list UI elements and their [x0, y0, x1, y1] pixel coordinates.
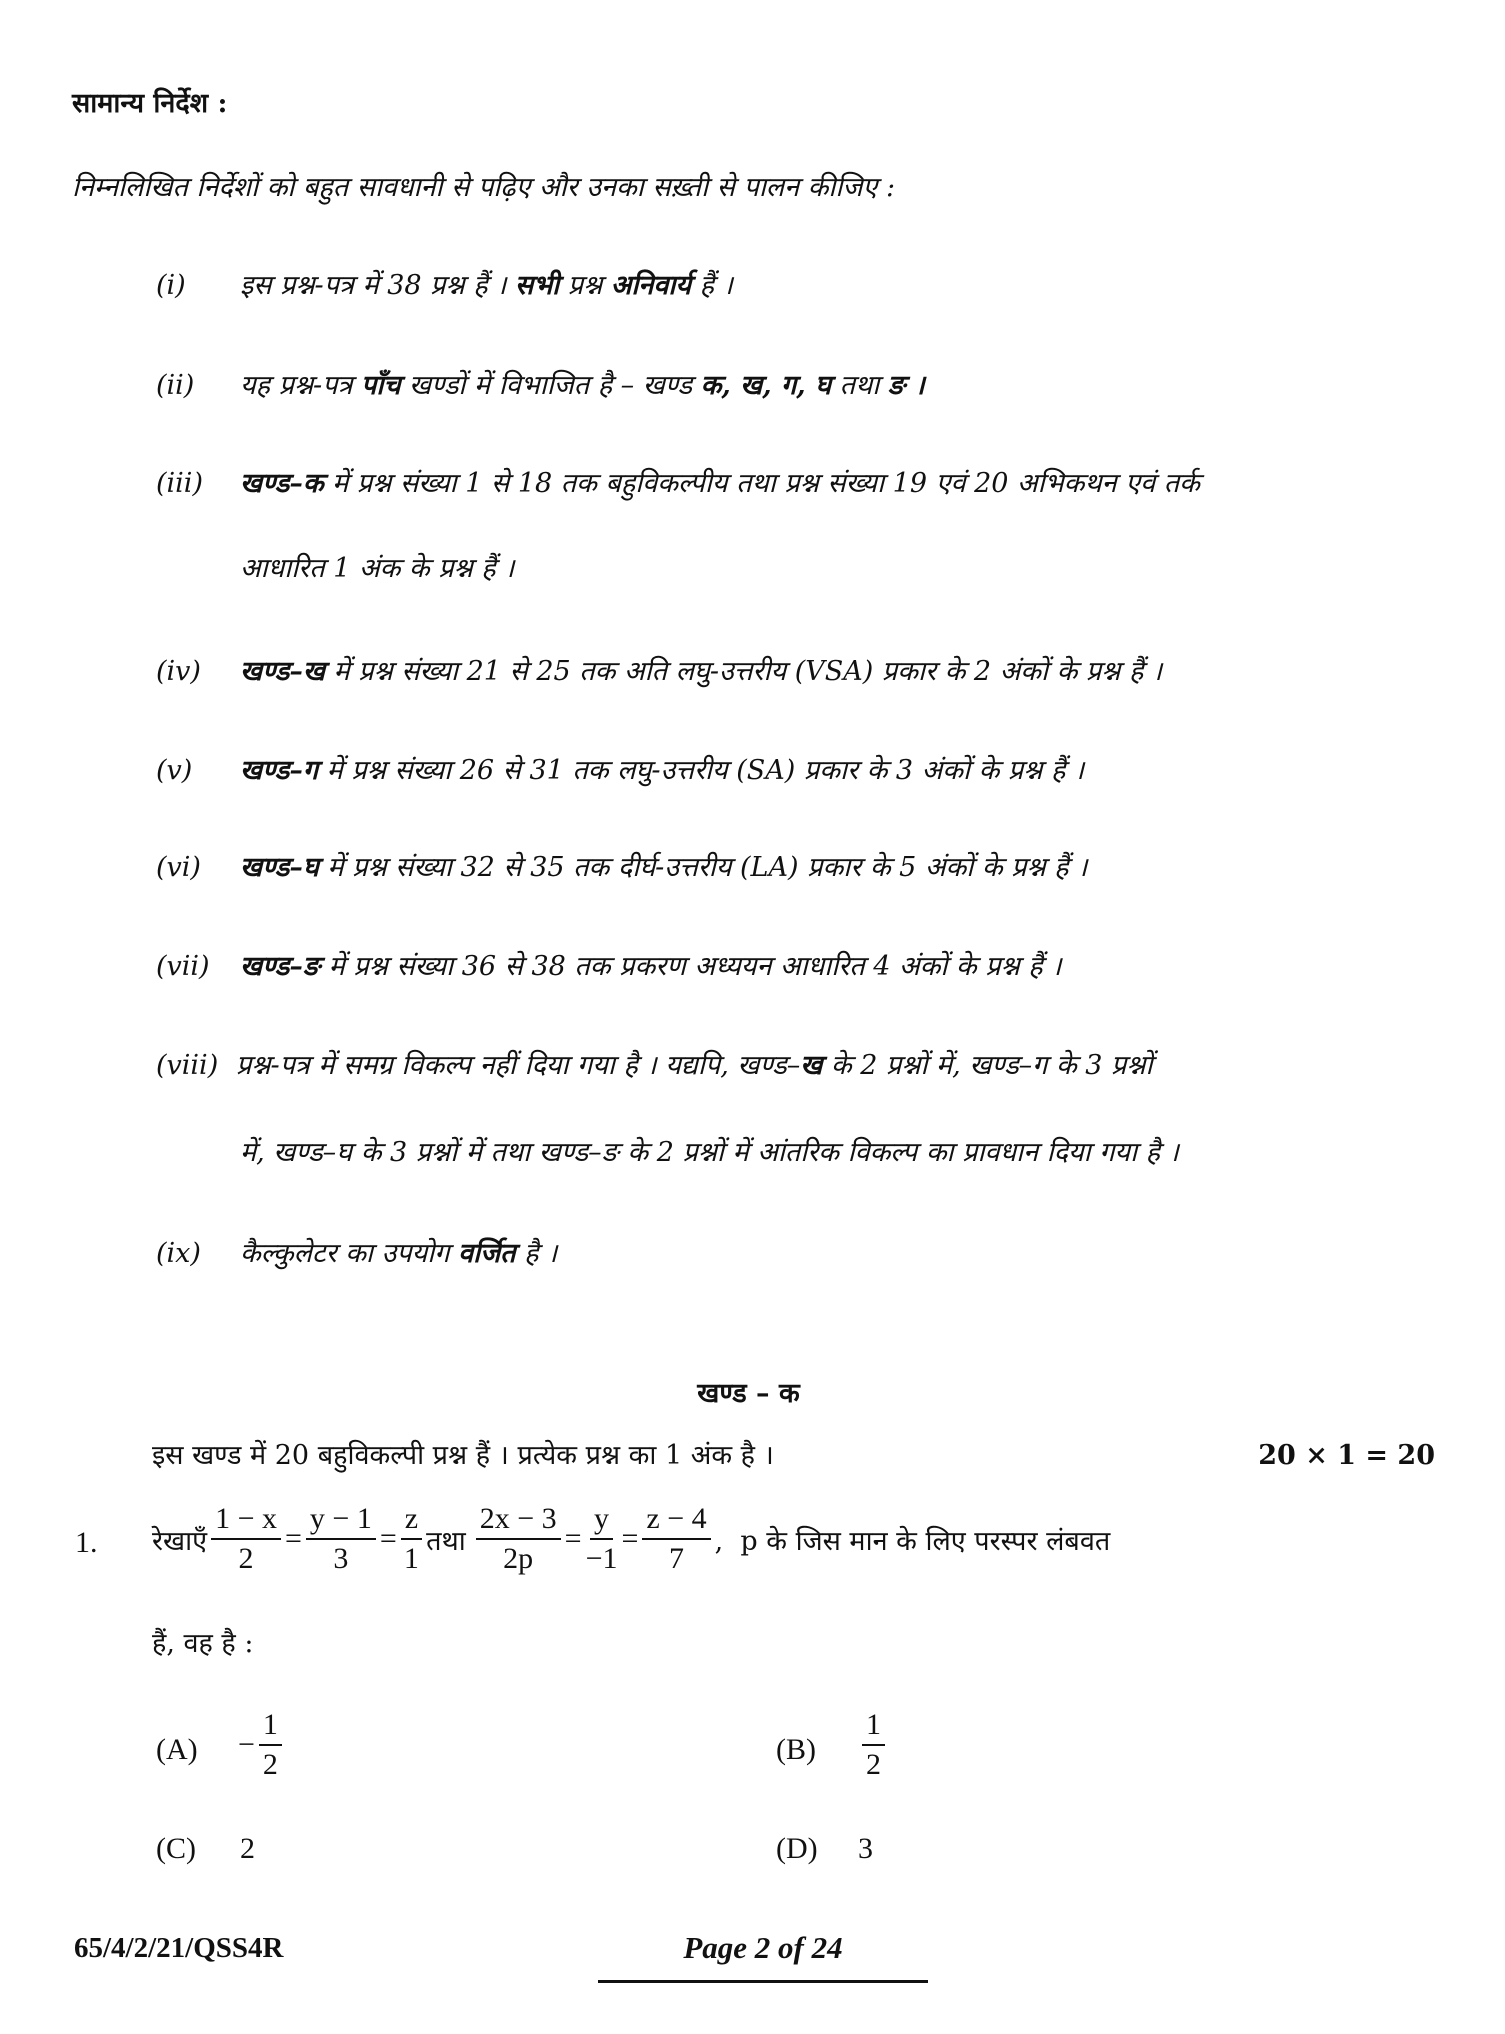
section-intro: इस खण्ड में 20 बहुविकल्पी प्रश्न हैं । प्रत्येक प्रश्न का 1 अंक है । — [152, 1440, 774, 1471]
text: यह प्रश्न-पत्र — [240, 370, 361, 401]
text: खण्ड–क — [240, 468, 324, 499]
text: ङ । — [887, 370, 925, 401]
text: खण्ड–ग — [240, 755, 319, 786]
equals: = — [379, 1522, 397, 1555]
instruction-label: (v) — [156, 755, 193, 786]
denominator: 2 — [238, 1542, 254, 1575]
denominator: 2 — [866, 1748, 881, 1781]
section-title: खण्ड – क — [697, 1378, 800, 1409]
equals: = — [564, 1522, 582, 1555]
text: तथा — [426, 1525, 466, 1557]
fraction — [586, 1500, 618, 1578]
page-number-underline — [598, 1980, 928, 1983]
denominator: 1 — [403, 1542, 419, 1575]
denominator: −1 — [585, 1542, 618, 1575]
text: अनिवार्य — [610, 270, 692, 301]
numerator: 2x − 3 — [476, 1500, 561, 1540]
instruction-text — [240, 753, 1084, 789]
instruction-text — [240, 850, 1087, 886]
fraction — [211, 1500, 281, 1578]
fraction — [306, 1500, 376, 1578]
numerator: y − 1 — [306, 1500, 376, 1540]
text: खण्ड–घ — [240, 852, 319, 883]
text: खण्डों में विभाजित है – खण्ड — [400, 370, 701, 401]
option-c-value: 2 — [240, 1832, 255, 1865]
text: ख — [800, 1050, 823, 1081]
question-text — [152, 1500, 1110, 1578]
instruction-text — [240, 466, 1200, 502]
text: क, ख, ग, घ — [700, 370, 832, 401]
fraction — [401, 1500, 422, 1578]
instruction-label: (ii) — [156, 370, 195, 401]
option-c-label: (C) — [156, 1832, 196, 1865]
text: खण्ड–ख — [240, 656, 325, 687]
numerator: 1 − x — [211, 1500, 281, 1540]
option-d-label: (D) — [776, 1832, 818, 1865]
minus-sign: − — [238, 1728, 255, 1761]
text: इस प्रश्न-पत्र में 38 प्रश्न हैं । — [240, 270, 515, 301]
text: प्रश्न — [559, 270, 611, 301]
option-a-value — [238, 1706, 286, 1784]
numerator: z − 4 — [642, 1500, 710, 1540]
general-instructions-heading: सामान्य निर्देश : — [72, 88, 228, 119]
instruction-text — [240, 1236, 557, 1272]
text: कैल्कुलेटर का उपयोग — [240, 1238, 459, 1269]
text: तथा — [831, 370, 888, 401]
section-marks: 20 × 1 = 20 — [1258, 1440, 1435, 1471]
option-b-label: (B) — [776, 1733, 816, 1766]
question-number: 1. — [75, 1526, 98, 1559]
instruction-text — [240, 654, 1162, 690]
fraction — [476, 1500, 561, 1578]
instruction-label: (viii) — [156, 1050, 219, 1081]
text: में प्रश्न संख्या 32 से 35 तक दीर्घ-उत्तरीय (LA) प्रकार के 5 अंकों के प्रश्न हैं । — [318, 852, 1088, 883]
instruction-label: (iii) — [156, 468, 203, 499]
text: सभी — [514, 270, 560, 301]
instructions-intro: निम्नलिखित निर्देशों को बहुत सावधानी से पढ़िए और उनका सख़्ती से पालन कीजिए : — [72, 172, 896, 203]
text: पाँच — [360, 370, 401, 401]
text: वर्जित — [458, 1238, 516, 1269]
text: प्रश्न-पत्र में समग्र विकल्प नहीं दिया गया है । यद्यपि, खण्ड– — [236, 1050, 801, 1081]
equals: = — [284, 1522, 302, 1555]
text: रेखाएँ — [152, 1525, 208, 1557]
denominator: 3 — [333, 1542, 349, 1575]
text: में प्रश्न संख्या 26 से 31 तक लघु-उत्तरीय (SA) प्रकार के 3 अंकों के प्रश्न हैं । — [318, 755, 1085, 786]
page-number: Page 2 of 24 — [683, 1930, 843, 1965]
instruction-text — [240, 268, 733, 304]
instruction-label: (iv) — [156, 656, 201, 687]
text: में प्रश्न संख्या 36 से 38 तक प्रकरण अध्ययन आधारित 4 अंकों के प्रश्न हैं । — [320, 951, 1062, 982]
text: खण्ड–ङ — [240, 951, 321, 982]
text: हैं । — [691, 270, 733, 301]
paper-code: 65/4/2/21/QSS4R — [74, 1932, 284, 1964]
fraction — [259, 1706, 282, 1784]
instruction-label: (i) — [156, 270, 186, 301]
instruction-text — [240, 949, 1061, 985]
option-a-label: (A) — [156, 1733, 198, 1766]
equals: = — [621, 1522, 639, 1555]
option-d-value: 3 — [858, 1832, 873, 1865]
text: के 2 प्रश्नों में, खण्ड–ग के 3 प्रश्नों — [822, 1050, 1153, 1081]
instruction-text — [240, 368, 925, 404]
numerator: y — [590, 1500, 613, 1540]
text: , p के जिस मान के लिए परस्पर लंबवत — [714, 1525, 1111, 1557]
denominator: 2 — [262, 1748, 278, 1781]
instruction-text-continued: आधारित 1 अंक के प्रश्न हैं । — [240, 553, 515, 584]
instruction-label: (vii) — [156, 951, 210, 982]
instruction-label: (vi) — [156, 852, 201, 883]
question-text-continued: हैं, वह है : — [152, 1628, 254, 1659]
fraction — [642, 1500, 710, 1578]
denominator: 2p — [503, 1542, 534, 1575]
numerator: z — [401, 1500, 422, 1540]
denominator: 7 — [669, 1542, 685, 1575]
instruction-label: (ix) — [156, 1238, 201, 1269]
fraction — [862, 1706, 885, 1784]
numerator: 1 — [862, 1706, 885, 1746]
instruction-text-continued: में, खण्ड–घ के 3 प्रश्नों में तथा खण्ड–ङ के 2 प्रश्नों में आंतरिक विकल्प का प्रावधान दिया गया है । — [240, 1137, 1179, 1168]
text: में प्रश्न संख्या 1 से 18 तक बहुविकल्पीय तथा प्रश्न संख्या 19 एवं 20 अभिकथन एवं तर्क — [323, 468, 1200, 499]
instruction-text — [236, 1048, 1153, 1084]
text: में प्रश्न संख्या 21 से 25 तक अति लघु-उत्तरीय (VSA) प्रकार के 2 अंकों के प्रश्न हैं । — [324, 656, 1163, 687]
numerator: 1 — [259, 1706, 282, 1746]
text: है । — [515, 1238, 558, 1269]
option-b-value — [858, 1706, 889, 1784]
